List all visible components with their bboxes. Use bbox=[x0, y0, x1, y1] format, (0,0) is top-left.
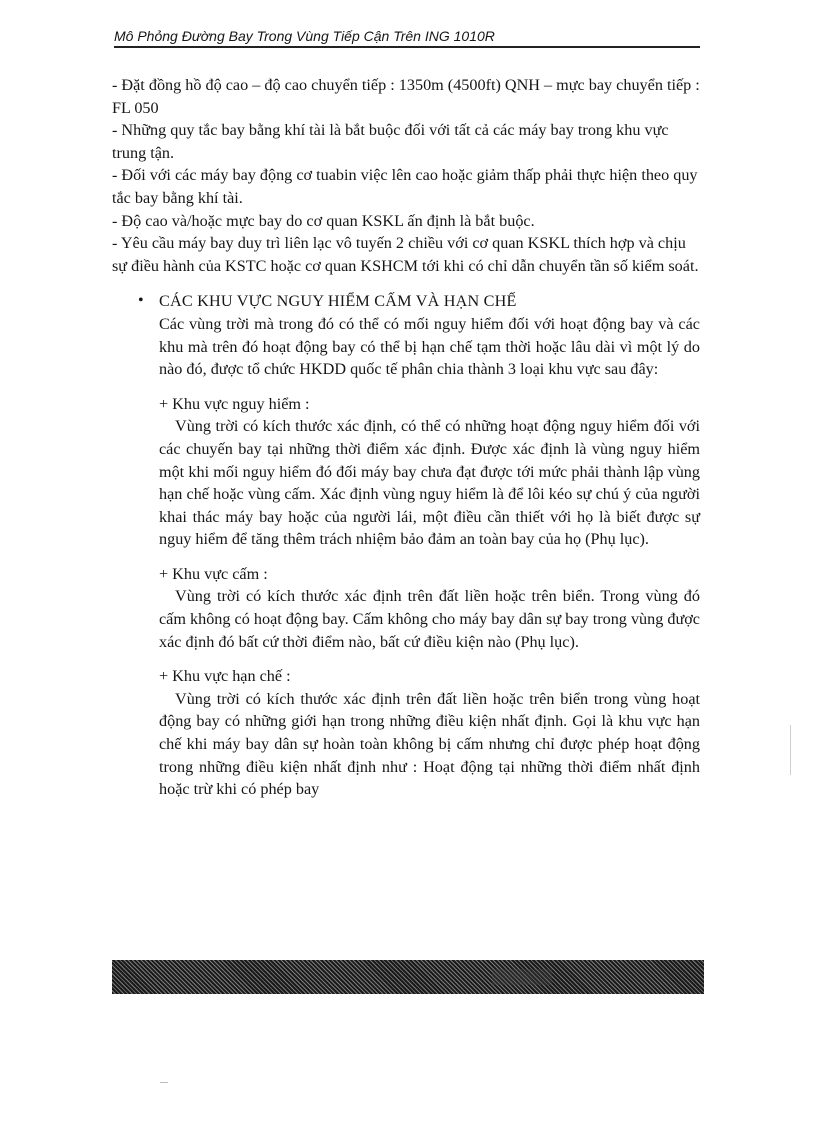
rule-paragraph: - Đặt đồng hồ độ cao – độ cao chuyển tiếp : 1350m (4500ft) QNH – mực bay chuyển tiếp : FL 050 bbox=[112, 76, 700, 117]
rule-paragraph: - Yêu cầu máy bay duy trì liên lạc vô tuyến 2 chiều với cơ quan KSKL thích hợp và chịu sự điều hành của KSTC hoặc cơ quan KSHCM tới khi có chỉ dẫn chuyển tần số kiểm soát. bbox=[112, 234, 699, 275]
footer-band bbox=[112, 960, 704, 994]
section-intro: Các vùng trời mà trong đó có thể có mối nguy hiểm đối với hoạt động bay và các khu mà trên đó hoạt động bay có thể bị hạn chế tạm thời hoặc lâu dài vì một lý do nào đó, được tổ chức HKDD quốc tế phân chia thành 3 loại khu vực sau đây: bbox=[159, 314, 700, 379]
area-body: Vùng trời có kích thước xác định trên đất liền hoặc trên biển. Trong vùng đó cấm không có hoạt động bay. Cấm không cho máy bay dân sự bay trong vùng được xác định đó bất cứ thời điểm nào, bất cứ điều kiện nào (Phụ lục). bbox=[159, 587, 700, 651]
area-heading: + Khu vực hạn chế : bbox=[159, 667, 291, 686]
footer-label-smudge bbox=[492, 969, 552, 985]
scan-dot-mark bbox=[160, 1082, 168, 1083]
prohibited-area-block bbox=[159, 563, 700, 653]
area-body: Vùng trời có kích thước xác định trên đất liền hoặc trên biển trong vùng hoạt động bay có những giới hạn trong những điều kiện nhất định. Gọi là khu vực hạn chế khi máy bay dân sự hoàn toàn không bị cấm nhưng chỉ được phép hoạt động trong những điều kiện nhất định như : Hoạt động tại những thời điểm nhất định hoặc trừ khi có phép bay bbox=[159, 689, 700, 799]
rule-paragraph: - Những quy tắc bay bằng khí tài là bắt buộc đối với tất cả các máy bay trong khu vực trung tận. bbox=[112, 121, 669, 162]
section-title: CÁC KHU VỰC NGUY HIỂM CẤM VÀ HẠN CHẾ bbox=[159, 292, 517, 311]
danger-area-block bbox=[159, 393, 700, 551]
running-header: Mô Phỏng Đường Bay Trong Vùng Tiếp Cận Trên ING 1010R bbox=[114, 28, 700, 48]
rule-paragraph: - Độ cao và/hoặc mực bay do cơ quan KSKL ấn định là bắt buộc. bbox=[112, 211, 535, 230]
area-body: Vùng trời có kích thước xác định, có thể có những hoạt động nguy hiểm đối với các chuyến bay tại những thời điểm xác định. Được xác định là vùng nguy hiểm một khi mối nguy hiểm đó đối máy bay chưa đạt được tới mức phải thành lập vùng hạn chế hoặc vùng cấm. Xác định vùng nguy hiểm là để lôi kéo sự chú ý của người khai thác máy bay hoặc của người lái, một điều cần thiết với họ là biết được sự nguy hiểm để tăng thêm trách nhiệm bảo đảm an toàn bay của họ (Phụ lục). bbox=[159, 417, 700, 549]
rule-paragraph: - Đối với các máy bay động cơ tuabin việc lên cao hoặc giảm thấp phải thực hiện theo quy tắc bay bằng khí tài. bbox=[112, 166, 698, 207]
area-heading: + Khu vực nguy hiểm : bbox=[159, 394, 310, 413]
scan-margin-mark bbox=[790, 725, 791, 775]
page-body bbox=[112, 74, 700, 801]
restricted-area-block bbox=[159, 665, 700, 801]
bullet-icon: • bbox=[138, 292, 144, 310]
area-heading: + Khu vực cấm : bbox=[159, 564, 268, 583]
restricted-areas-section bbox=[112, 290, 700, 800]
